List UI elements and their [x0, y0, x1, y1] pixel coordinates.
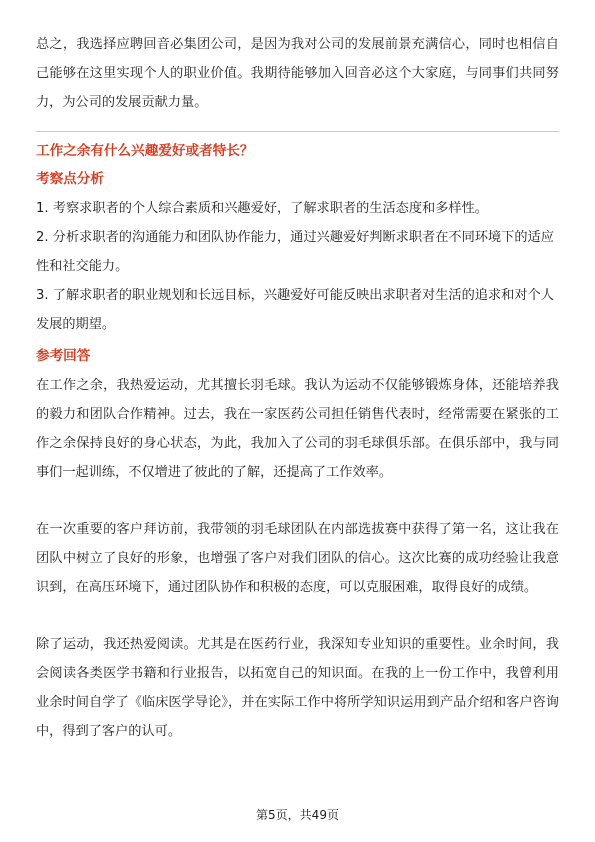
analysis-item-3: 3. 了解求职者的职业规划和长远目标，兴趣爱好可能反映出求职者对生活的追求和对个人发展的期望。	[36, 288, 554, 332]
answer-paragraph-2: 在一次重要的客户拜访前，我带领的羽毛球团队在内部选拔赛中获得了第一名，这让我在团队中树立了良好的形象，也增强了客户对我们团队的信心。这次比赛的成功经验让我意识到，在高压环境下，通过团队协作和积极的态度，可以克服困难，取得良好的成绩。	[36, 522, 559, 595]
question-heading: 工作之余有什么兴趣爱好或者特长？	[36, 143, 254, 159]
answer-title: 参考回答	[36, 348, 91, 364]
analysis-item-2: 2. 分析求职者的沟通能力和团队协作能力，通过兴趣爱好判断求职者在不同环境下的适应性和社交能力。	[36, 230, 554, 274]
analysis-title: 考察点分析	[36, 171, 104, 187]
section-divider	[36, 131, 559, 132]
analysis-item-1: 1. 考察求职者的个人综合素质和兴趣爱好，了解求职者的生活态度和多样性。	[36, 201, 488, 216]
answer-paragraph-1: 在工作之余，我热爱运动，尤其擅长羽毛球。我认为运动不仅能够锻炼身体，还能培养我的毅力和团队合作精神。过去，我在一家医药公司担任销售代表时，经常需要在紧张的工作之余保持良好的身心状态，为此，我加入了公司的羽毛球俱乐部。在俱乐部中，我与同事们一起训练，不仅增进了彼此的了解，还提高了工作效率。	[36, 378, 559, 480]
answer-paragraph-3: 除了运动，我还热爱阅读。尤其是在医药行业，我深知专业知识的重要性。业余时间，我会阅读各类医学书籍和行业报告，以拓宽自己的知识面。在我的上一份工作中，我曾利用业余时间自学了《临床医学导论》，并在实际工作中将所学知识运用到产品介绍和客户咨询中，得到了客户的认可。	[36, 637, 559, 739]
page-number-footer: 第5页，共49页	[256, 808, 339, 822]
intro-paragraph: 总之，我选择应聘回音必集团公司，是因为我对公司的发展前景充满信心，同时也相信自己能够在这里实现个人的职业价值。我期待能够加入回音必这个大家庭，与同事们共同努力，为公司的发展贡献力量。	[36, 37, 559, 110]
document-page	[36, 30, 559, 746]
